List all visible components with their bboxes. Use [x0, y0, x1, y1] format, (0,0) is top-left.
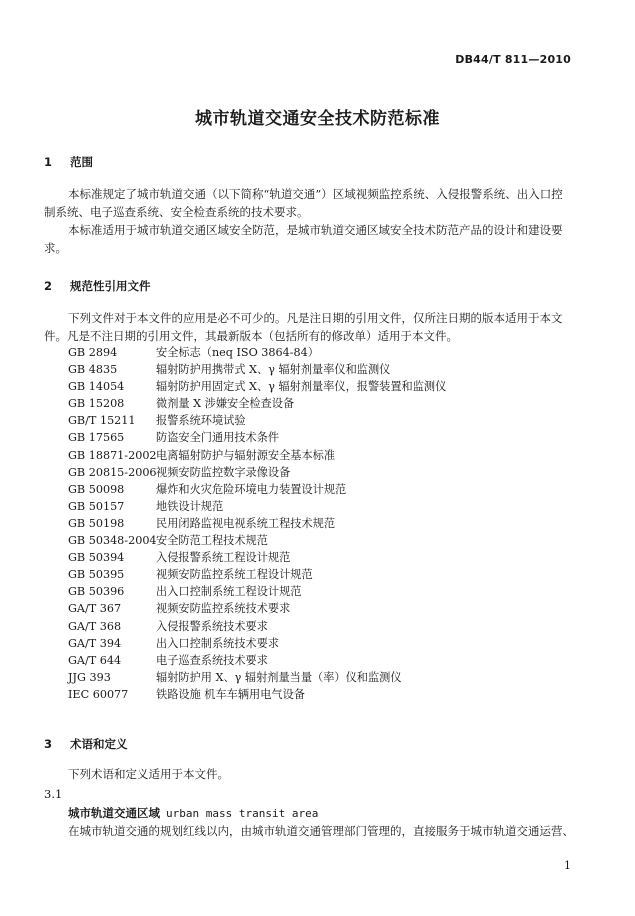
reference-code: GA/T 368 [68, 619, 122, 633]
paragraph: 在城市轨道交通的规划红线以内，由城市轨道交通管理部门管理的，直接服务于城市轨道交通运营、 [68, 824, 574, 838]
reference-row [68, 515, 588, 532]
reference-row [68, 652, 588, 669]
reference-title: 微剂量 X 涉嫌安全检查设备 [156, 397, 295, 411]
reference-title: 出入口控制系统工程设计规范 [156, 585, 302, 599]
reference-code: GB 50348-2004 [68, 534, 157, 548]
section-title: 术语和定义 [70, 737, 128, 751]
reference-title: 安全防范工程技术规范 [156, 534, 268, 548]
reference-code: GB 15208 [68, 397, 125, 411]
reference-title: 铁路设施 机车车辆用电气设备 [156, 687, 305, 701]
section-title: 规范性引用文件 [70, 279, 151, 293]
reference-title: 辐射防护用 X、γ 辐射剂量当量（率）仪和监测仪 [156, 670, 402, 684]
reference-row [68, 447, 588, 464]
reference-title: 出入口控制系统技术要求 [156, 636, 280, 650]
term-name-en: urban mass transit area [166, 807, 319, 820]
reference-row [68, 344, 588, 361]
section-1-heading [44, 154, 93, 170]
reference-code: GB 17565 [68, 431, 125, 445]
reference-row [68, 635, 588, 652]
section-1-body [44, 185, 574, 257]
reference-code: GB 50394 [68, 551, 125, 565]
reference-title: 入侵报警系统技术要求 [156, 619, 268, 633]
section-number: 3 [44, 737, 53, 751]
reference-row [68, 412, 588, 429]
reference-row [68, 395, 588, 412]
reference-code: GB 50395 [68, 568, 125, 582]
reference-code: GA/T 367 [68, 602, 122, 616]
reference-row [68, 600, 588, 617]
reference-code: GA/T 394 [68, 636, 122, 650]
reference-row [68, 498, 588, 515]
reference-row [68, 669, 588, 686]
reference-row [68, 549, 588, 566]
standard-code: DB44/T 811—2010 [455, 53, 571, 66]
reference-title: 地铁设计规范 [156, 499, 224, 513]
reference-title: 电离辐射防护与辐射源安全基本标准 [156, 448, 336, 462]
reference-code: GB 14054 [68, 380, 125, 394]
reference-row [68, 566, 588, 583]
reference-title: 民用闭路监视电视系统工程技术规范 [156, 516, 336, 530]
reference-row [68, 481, 588, 498]
reference-code: GB/T 15211 [68, 414, 136, 428]
reference-title: 视频安防监控系统工程设计规范 [156, 568, 313, 582]
reference-row [68, 429, 588, 446]
reference-title: 辐射防护用固定式 X、γ 辐射剂量率仪，报警装置和监测仪 [156, 380, 447, 394]
document-title: 城市轨道交通安全技术防范标准 [195, 109, 440, 129]
reference-row [68, 583, 588, 600]
page-number: 1 [564, 859, 571, 872]
section-number: 1 [44, 155, 53, 169]
section-title: 范围 [70, 155, 93, 169]
reference-title: 爆炸和火灾危险环境电力装置设计规范 [156, 482, 347, 496]
reference-code: GA/T 644 [68, 653, 122, 667]
section-3-heading [44, 736, 128, 752]
reference-title: 电子巡查系统技术要求 [156, 653, 268, 667]
reference-code: GB 50098 [68, 482, 125, 496]
reference-code: GB 50157 [68, 499, 125, 513]
reference-row [68, 532, 588, 549]
reference-list [68, 344, 588, 703]
section-2-heading [44, 278, 151, 294]
reference-title: 入侵报警系统工程设计规范 [156, 551, 291, 565]
paragraph: 本标准适用于城市轨道交通区域安全防范，是城市轨道交通区域安全技术防范产品的设计和建设要求。 [44, 223, 563, 255]
reference-title: 辐射防护用携带式 X、γ 辐射剂量率仪和监测仪 [156, 363, 391, 377]
reference-row [68, 378, 588, 395]
paragraph: 下列术语和定义适用于本文件。 [68, 767, 229, 781]
term-number: 3.1 [44, 787, 63, 801]
reference-title: 视频安防监控系统技术要求 [156, 602, 291, 616]
reference-title: 防盗安全门通用技术条件 [156, 431, 280, 445]
paragraph: 下列文件对于本文件的应用是必不可少的。凡是注日期的引用文件，仅所注日期的版本适用于本文件。凡是不注日期的引用文件，其最新版本（包括所有的修改单）适用于本文件。 [44, 311, 563, 343]
reference-code: GB 4835 [68, 363, 118, 377]
reference-code: GB 50396 [68, 585, 125, 599]
reference-code: IEC 60077 [68, 687, 129, 701]
section-2-body [44, 309, 574, 345]
term-definition [44, 822, 604, 840]
reference-row [68, 361, 588, 378]
section-3-body [44, 765, 574, 783]
reference-code: JJG 393 [68, 670, 111, 684]
term-heading [68, 805, 318, 821]
reference-title: 视频安防监控数字录像设备 [156, 465, 291, 479]
term-name-zh: 城市轨道交通区域 [68, 806, 160, 820]
reference-code: GB 18871-2002 [68, 448, 157, 462]
reference-row [68, 686, 588, 703]
reference-title: 报警系统环境试验 [156, 414, 246, 428]
reference-title: 安全标志（neq ISO 3864-84） [156, 346, 319, 359]
reference-code: GB 2894 [68, 346, 118, 359]
paragraph: 本标准规定了城市轨道交通（以下简称“轨道交通”）区域视频监控系统、入侵报警系统、出入口控制系统、电子巡查系统、安全检查系统的技术要求。 [44, 187, 563, 219]
reference-code: GB 20815-2006 [68, 465, 157, 479]
reference-row [68, 618, 588, 635]
reference-code: GB 50198 [68, 516, 125, 530]
reference-row [68, 464, 588, 481]
section-number: 2 [44, 279, 53, 293]
